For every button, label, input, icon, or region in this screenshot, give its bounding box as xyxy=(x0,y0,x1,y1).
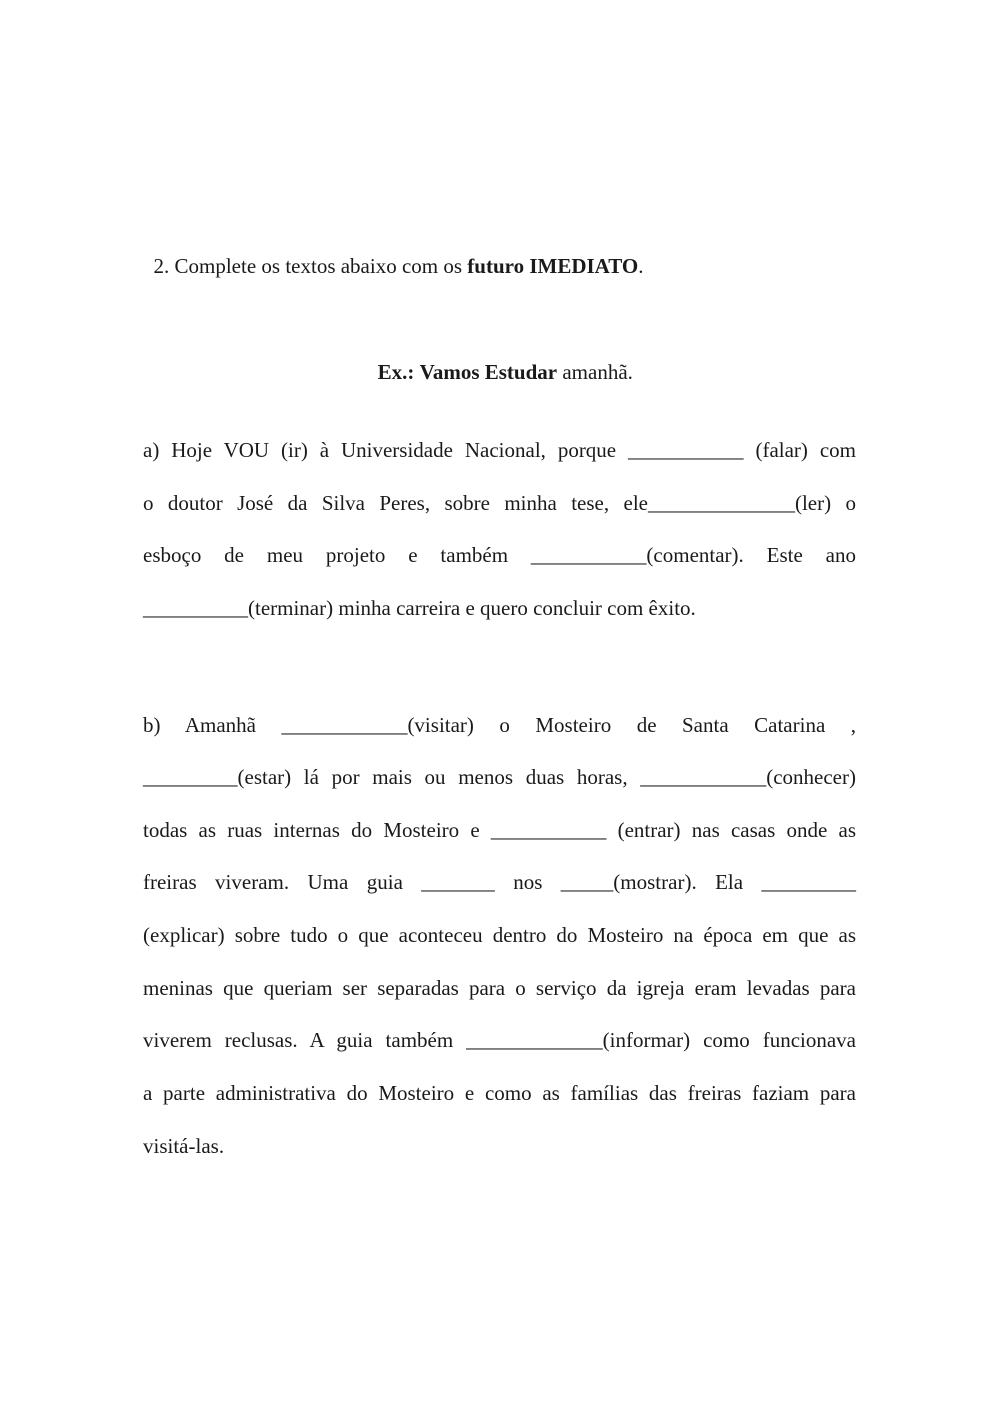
instruction-bold: futuro IMEDIATO xyxy=(467,254,639,278)
instruction-suffix: . xyxy=(638,254,644,278)
example-verb: Vamos Estudar xyxy=(419,360,558,384)
paragraph-a-line: __________(terminar) minha carreira e quero concluir com êxito. xyxy=(143,596,696,620)
paragraph-b-line: a parte administrativa do Mosteiro e como as famílias das freiras faziam para xyxy=(143,1081,856,1105)
exercise-instruction xyxy=(143,224,856,278)
example-line xyxy=(0,330,1000,384)
paragraph-b-line: visitá-las. xyxy=(143,1134,225,1158)
paragraph-b-line: b) Amanhã ____________(visitar) o Mosteiro de Santa Catarina , xyxy=(143,713,856,737)
paragraph-a-line: a) Hoje VOU (ir) à Universidade Nacional, porque ___________ (falar) com xyxy=(143,438,856,462)
instruction-prefix: 2. Complete os textos abaixo com os xyxy=(153,254,468,278)
paragraph-b-line: _________(estar) lá por mais ou menos duas horas, ____________(conhecer) xyxy=(143,765,856,789)
paragraph-a-line: esboço de meu projeto e também ___________(comentar). Este ano xyxy=(143,543,856,567)
paragraph-b-line: (explicar) sobre tudo o que aconteceu dentro do Mosteiro na época em que as xyxy=(143,923,856,947)
paragraph-a-line: o doutor José da Silva Peres, sobre minha tese, ele______________(ler) o xyxy=(143,491,856,515)
paragraph-b-line: freiras viveram. Uma guia _______ nos _____(mostrar). Ela _________ xyxy=(143,870,856,894)
paragraph-b-line: todas as ruas internas do Mosteiro e ___________ (entrar) nas casas onde as xyxy=(143,818,856,842)
example-rest: amanhã. xyxy=(557,360,633,384)
paragraph-b-line: meninas que queriam ser separadas para o serviço da igreja eram levadas para xyxy=(143,976,856,1000)
paragraph-b-line: viverem reclusas. A guia também _____________(informar) como funcionava xyxy=(143,1028,856,1052)
example-label: Ex.: xyxy=(377,360,415,384)
